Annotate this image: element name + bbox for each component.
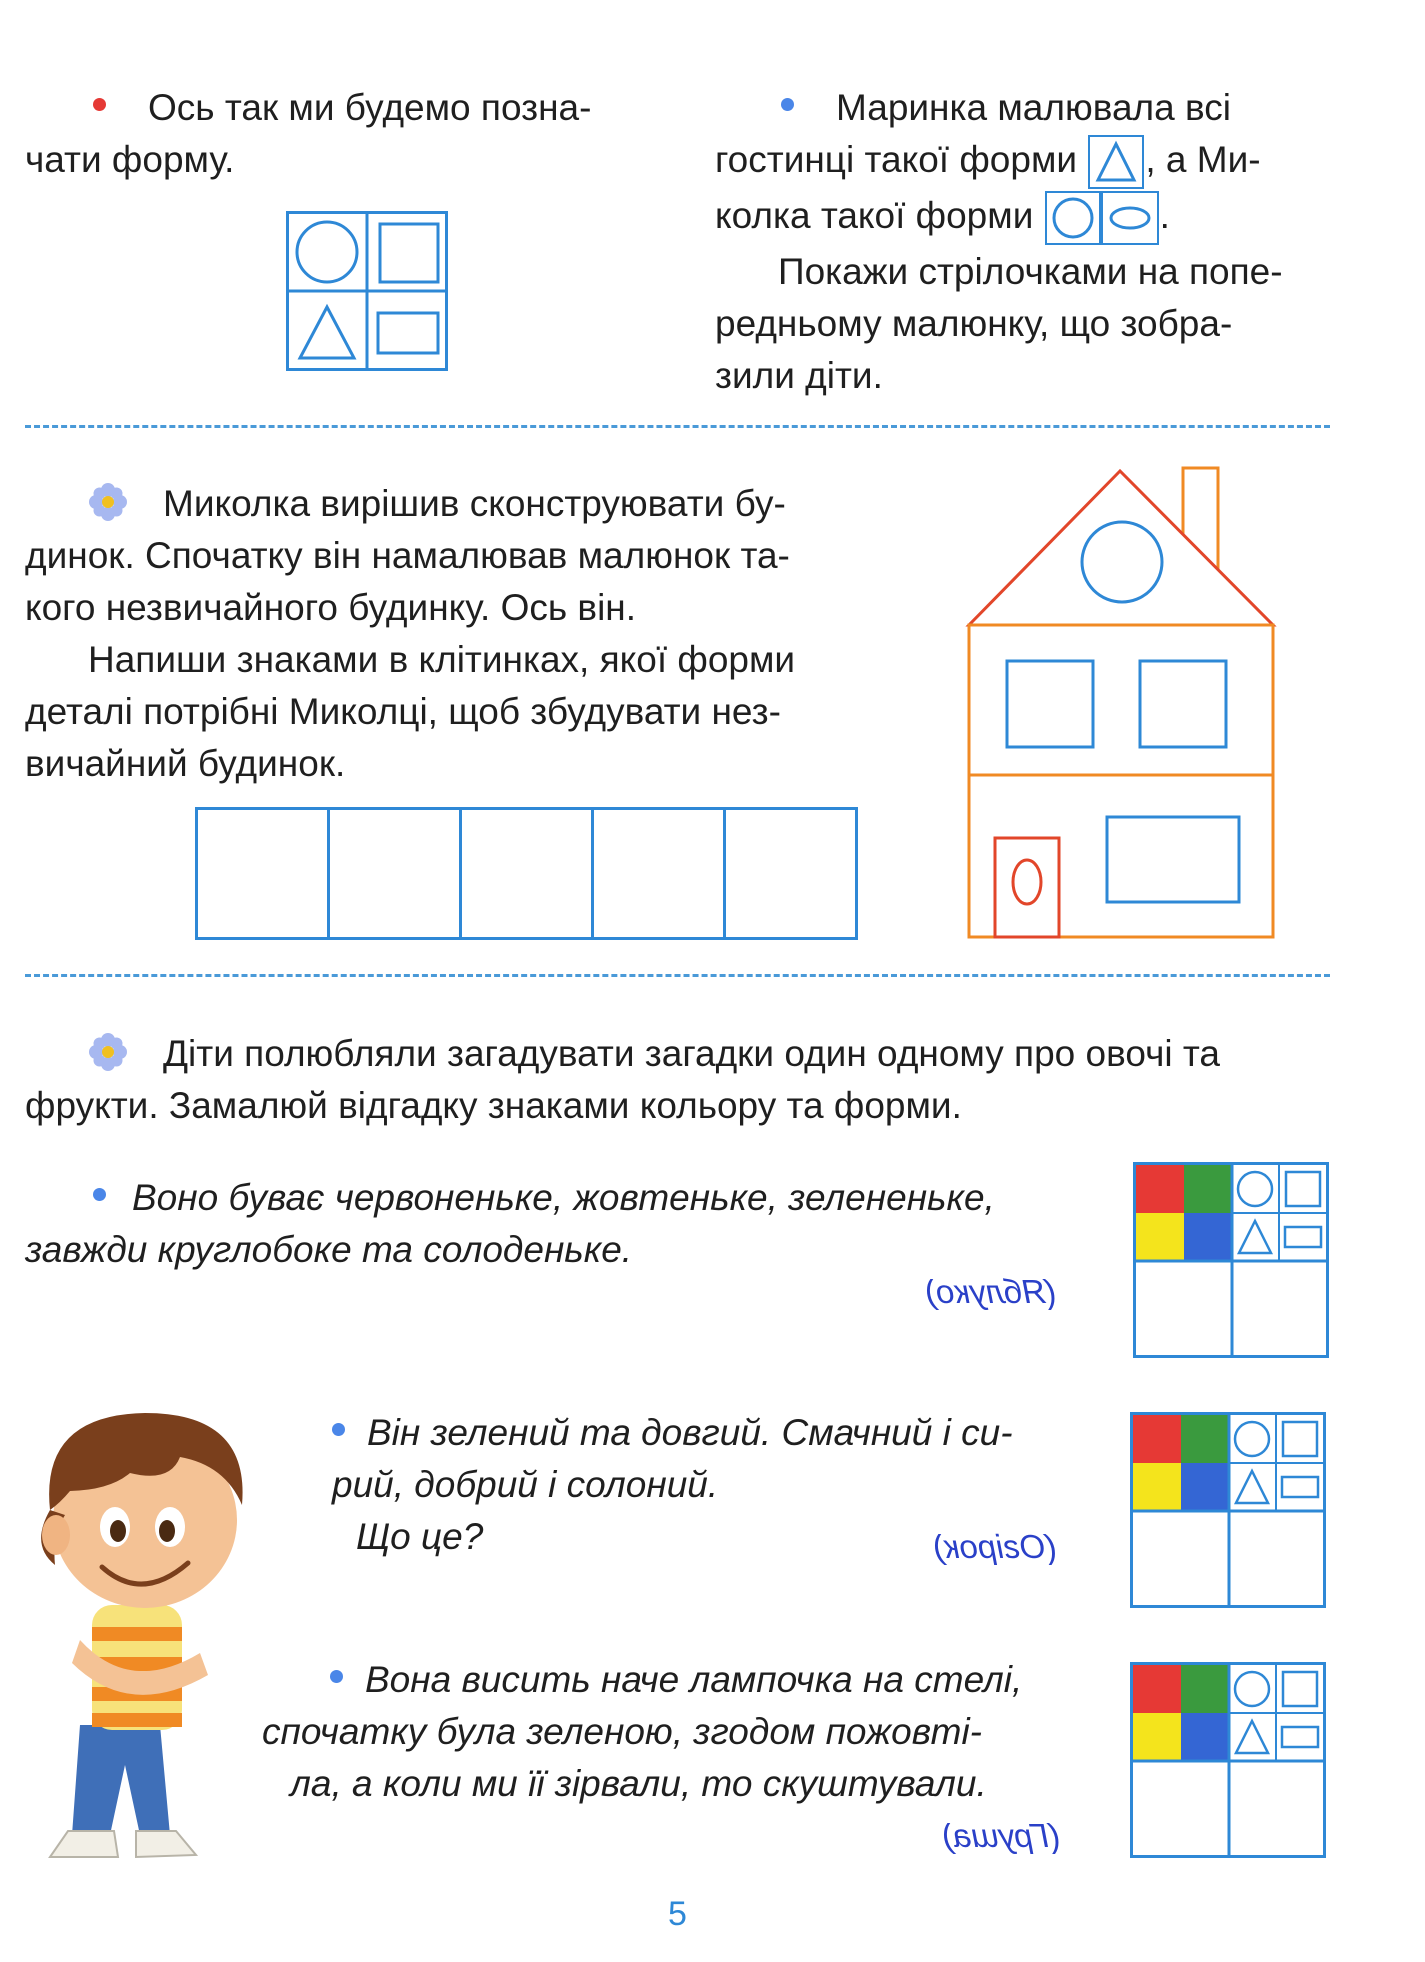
- text-line: .: [1159, 195, 1170, 237]
- answer-cells: [195, 807, 858, 940]
- text-line: Що це?: [356, 1516, 484, 1557]
- text-line: чати форму.: [25, 139, 235, 180]
- riddle-2-answer: (Огірок): [933, 1528, 1057, 1565]
- answer-cell[interactable]: [198, 810, 330, 937]
- riddle-2-answer-box[interactable]: [1130, 1412, 1326, 1608]
- riddle-1-text: [25, 1172, 1085, 1276]
- color-shape-key: [1133, 1665, 1323, 1855]
- house-lower-floor: [969, 775, 1273, 937]
- marynka-text: [715, 82, 1320, 402]
- text-line: завжди круглобоке та солоденьке.: [25, 1229, 633, 1270]
- house-window: [1107, 817, 1239, 902]
- riddle-3-answer-box[interactable]: [1130, 1662, 1326, 1858]
- text-line: кого незвичайного будинку. Ось він.: [25, 587, 637, 628]
- circle-oval-icon: [1044, 190, 1160, 246]
- boy-illustration: [10, 1395, 310, 1865]
- text-line: зили діти.: [715, 355, 883, 397]
- section-divider: [25, 425, 1330, 428]
- section-divider: [25, 974, 1330, 977]
- shape-legend-text: [25, 82, 645, 186]
- text-line: Діти полюбляли загадувати загадки один одному про овочі та: [163, 1033, 1220, 1074]
- color-shape-key: [1136, 1165, 1326, 1355]
- text-line: Він зелений та довгий. Смачний і си-: [367, 1412, 1013, 1453]
- text-line: гостинці такої форми: [715, 139, 1078, 180]
- text-line: вичайний будинок.: [25, 743, 346, 784]
- text-line: , а Ми-: [1145, 139, 1261, 180]
- text-line: Миколка вирішив сконструювати бу-: [163, 483, 786, 524]
- house-drawing: [965, 465, 1280, 940]
- flower-icon: [87, 481, 129, 523]
- text-line: Воно буває червоненьке, жовтеньке, зелененьке,: [132, 1177, 995, 1218]
- text-line: Ось так ми будемо позна-: [148, 87, 592, 128]
- riddle-1-answer-box[interactable]: [1133, 1162, 1329, 1358]
- riddle-1-answer: (Яблуко): [925, 1273, 1056, 1310]
- text-line: спочатку була зеленою, згодом пожовті-: [262, 1711, 982, 1752]
- text-line: редньому малюнку, що зобра-: [715, 303, 1233, 345]
- riddle-3-text: [262, 1654, 1102, 1810]
- text-line: Напиши знаками в клітинках, якої форми: [88, 639, 796, 680]
- text-line: динок. Спочатку він намалював малюнок та-: [25, 535, 790, 576]
- blue-bullet-icon: [93, 1188, 106, 1201]
- blue-bullet-icon: [330, 1670, 343, 1683]
- house-door-window: [1013, 860, 1041, 904]
- page-number: 5: [668, 1895, 687, 1933]
- answer-cell[interactable]: [594, 810, 726, 937]
- flower-icon: [87, 1031, 129, 1073]
- text-line: деталі потрібні Миколці, щоб збудувати нез-: [25, 691, 781, 732]
- red-bullet-icon: [93, 98, 106, 111]
- house-task-text: [25, 478, 885, 790]
- house-window: [1007, 661, 1093, 747]
- text-line: ла, а коли ми її зірвали, то скуштували.: [290, 1763, 987, 1804]
- text-line: фрукти. Замалюй відгадку знаками кольору та форми.: [25, 1085, 962, 1126]
- blue-bullet-icon: [332, 1423, 345, 1436]
- blue-bullet-icon: [781, 98, 794, 111]
- text-line: Покажи стрілочками на попе-: [778, 251, 1283, 293]
- shape-legend-grid: [286, 211, 448, 371]
- triangle-icon: [1087, 134, 1145, 190]
- text-line: рий, добрий і солоний.: [332, 1464, 719, 1505]
- riddles-intro-text: [25, 1028, 1325, 1132]
- answer-cell[interactable]: [726, 810, 855, 937]
- house-window: [1140, 661, 1226, 747]
- text-line: Маринка малювала всі: [836, 87, 1231, 128]
- answer-cell[interactable]: [330, 810, 462, 937]
- answer-cell[interactable]: [462, 810, 594, 937]
- text-line: Вона висить наче лампочка на стелі,: [365, 1659, 1023, 1700]
- color-shape-key: [1133, 1415, 1323, 1605]
- riddle-3-answer: (Груша): [942, 1817, 1060, 1854]
- text-line: колка такої форми: [715, 195, 1034, 237]
- house-door: [995, 838, 1059, 937]
